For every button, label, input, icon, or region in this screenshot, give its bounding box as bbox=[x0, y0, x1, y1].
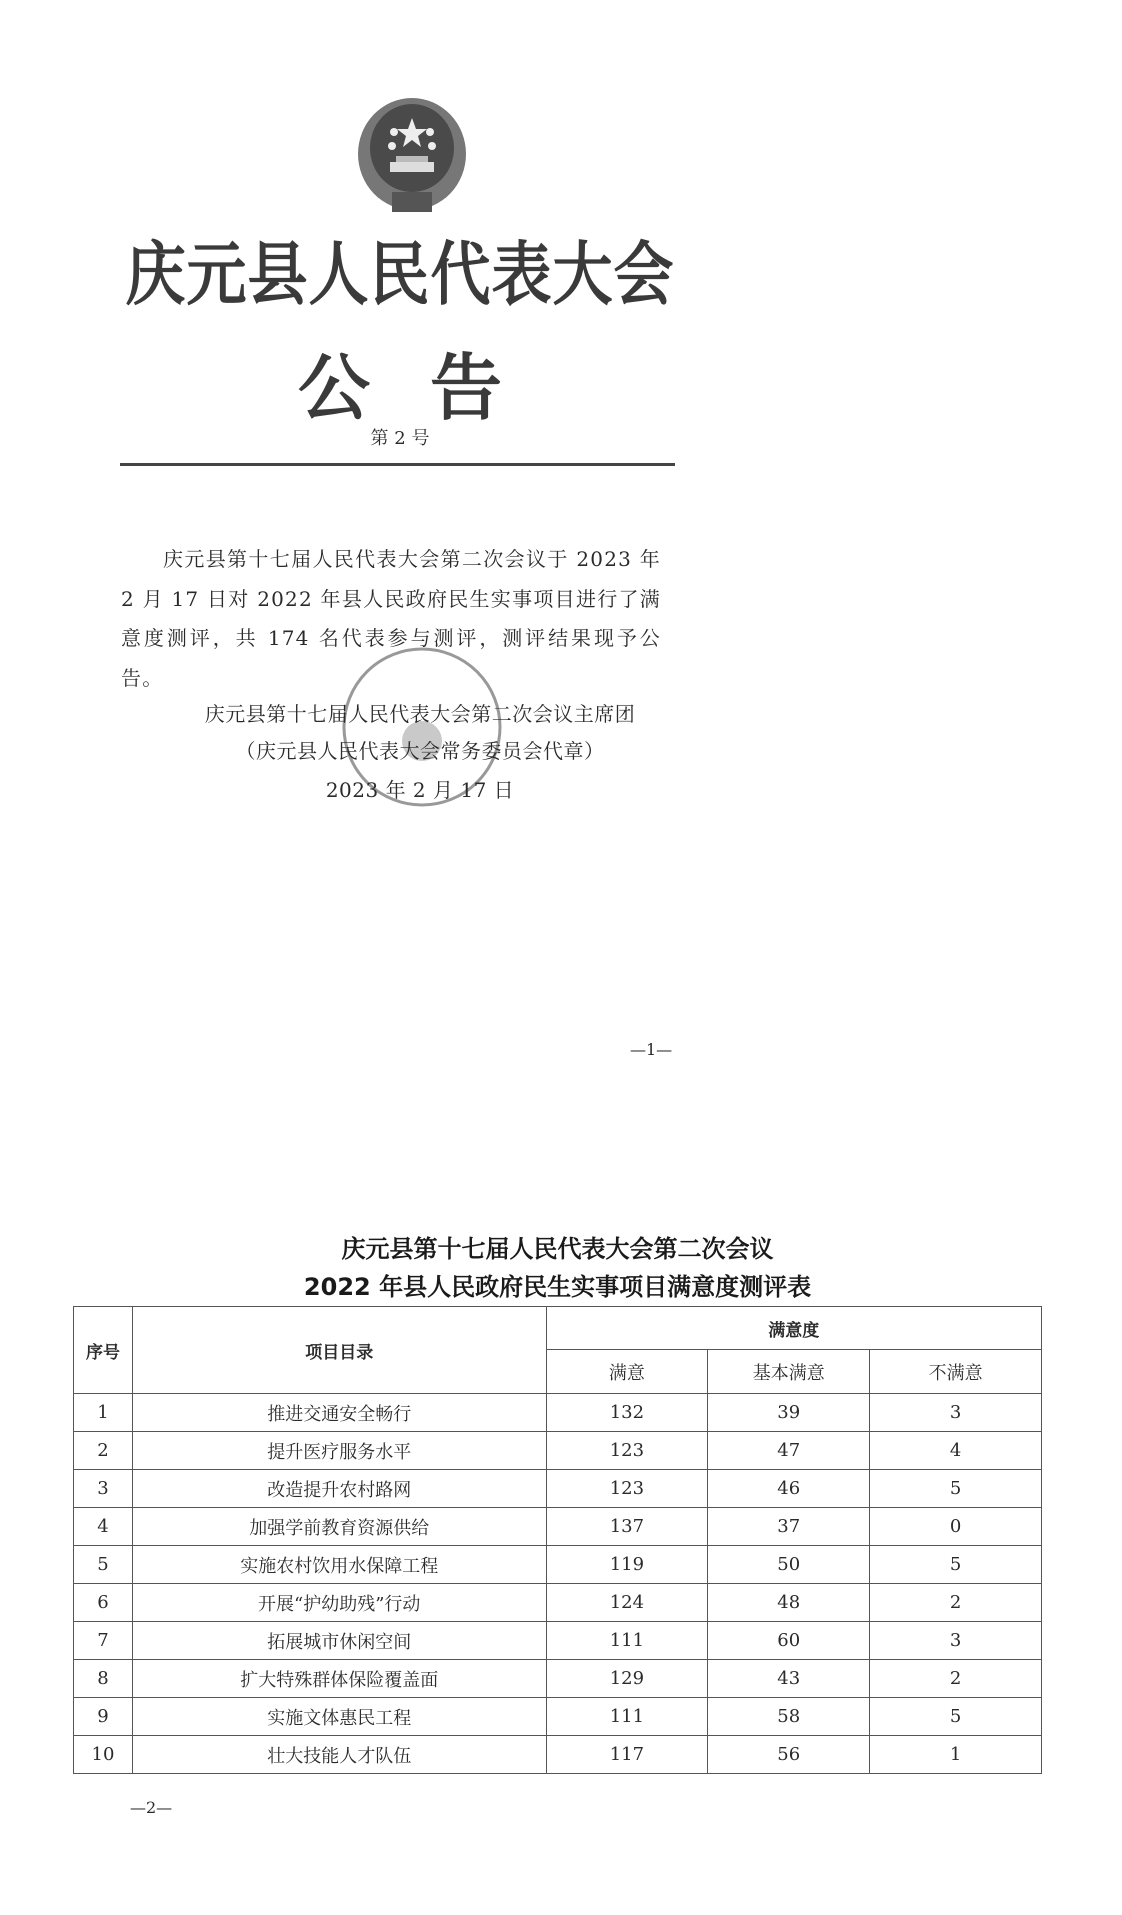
cell-no: 9 bbox=[74, 1698, 133, 1736]
header-item: 项目目录 bbox=[132, 1307, 546, 1394]
cell-no: 5 bbox=[74, 1546, 133, 1584]
cell-satisfied: 137 bbox=[546, 1508, 708, 1546]
cell-unsatisfied: 3 bbox=[870, 1394, 1042, 1432]
cell-no: 2 bbox=[74, 1432, 133, 1470]
cell-item: 实施文体惠民工程 bbox=[132, 1698, 546, 1736]
cell-satisfied: 129 bbox=[546, 1660, 708, 1698]
table-row bbox=[74, 1432, 1042, 1470]
cell-basic: 50 bbox=[708, 1546, 870, 1584]
cell-no: 1 bbox=[74, 1394, 133, 1432]
header-index: 序号 bbox=[74, 1307, 133, 1394]
page-number: —1— bbox=[630, 1040, 673, 1059]
cell-item: 壮大技能人才队伍 bbox=[132, 1736, 546, 1774]
table-row bbox=[74, 1394, 1042, 1432]
cell-unsatisfied: 2 bbox=[870, 1660, 1042, 1698]
table-row bbox=[74, 1508, 1042, 1546]
cell-unsatisfied: 5 bbox=[870, 1698, 1042, 1736]
cell-item: 改造提升农村路网 bbox=[132, 1470, 546, 1508]
notice-title: 公告 bbox=[297, 345, 562, 430]
cell-satisfied: 123 bbox=[546, 1432, 708, 1470]
header-satisfaction: 满意度 bbox=[546, 1307, 1042, 1350]
cell-no: 10 bbox=[74, 1736, 133, 1774]
cell-no: 8 bbox=[74, 1660, 133, 1698]
cell-basic: 43 bbox=[708, 1660, 870, 1698]
cell-unsatisfied: 3 bbox=[870, 1622, 1042, 1660]
table-row bbox=[74, 1622, 1042, 1660]
cell-basic: 39 bbox=[708, 1394, 870, 1432]
header-satisfied: 满意 bbox=[546, 1350, 708, 1394]
cell-no: 4 bbox=[74, 1508, 133, 1546]
notice-body: 庆元县第十七届人民代表大会第二次会议于 2023 年 2 月 17 日对 2022 年县人民政府民生实事项目进行了满意度测评，共 174 名代表参与测评，测评结果现予公告。 bbox=[121, 547, 661, 690]
table-row bbox=[74, 1736, 1042, 1774]
cell-basic: 46 bbox=[708, 1470, 870, 1508]
table-row bbox=[74, 1546, 1042, 1584]
organization-title: 庆元县人民代表大会 bbox=[125, 234, 675, 315]
table-row bbox=[74, 1698, 1042, 1736]
cell-satisfied: 111 bbox=[546, 1622, 708, 1660]
cell-item: 扩大特殊群体保险覆盖面 bbox=[132, 1660, 546, 1698]
cell-basic: 48 bbox=[708, 1584, 870, 1622]
cell-satisfied: 117 bbox=[546, 1736, 708, 1774]
cell-basic: 56 bbox=[708, 1736, 870, 1774]
cell-item: 开展“护幼助残”行动 bbox=[132, 1584, 546, 1622]
cell-item: 加强学前教育资源供给 bbox=[132, 1508, 546, 1546]
signature-seal-note: （庆元县人民代表大会常务委员会代章） bbox=[235, 739, 605, 763]
cell-unsatisfied: 4 bbox=[870, 1432, 1042, 1470]
table-row bbox=[74, 1660, 1042, 1698]
cell-item: 拓展城市休闲空间 bbox=[132, 1622, 546, 1660]
cell-item: 提升医疗服务水平 bbox=[132, 1432, 546, 1470]
signature-issuer: 庆元县第十七届人民代表大会第二次会议主席团 bbox=[204, 702, 636, 726]
cell-no: 6 bbox=[74, 1584, 133, 1622]
cell-satisfied: 123 bbox=[546, 1470, 708, 1508]
header-divider bbox=[120, 463, 675, 466]
table-row bbox=[74, 1584, 1042, 1622]
cell-item: 推进交通安全畅行 bbox=[132, 1394, 546, 1432]
table-title-line1: 庆元县第十七届人民代表大会第二次会议 bbox=[341, 1235, 774, 1263]
cell-basic: 58 bbox=[708, 1698, 870, 1736]
header-unsatisfied: 不满意 bbox=[870, 1350, 1042, 1394]
signature-date: 2023 年 2 月 17 日 bbox=[325, 778, 515, 802]
cell-item: 实施农村饮用水保障工程 bbox=[132, 1546, 546, 1584]
cell-satisfied: 119 bbox=[546, 1546, 708, 1584]
cell-unsatisfied: 1 bbox=[870, 1736, 1042, 1774]
table-row bbox=[74, 1470, 1042, 1508]
cell-basic: 47 bbox=[708, 1432, 870, 1470]
cell-no: 7 bbox=[74, 1622, 133, 1660]
cell-no: 3 bbox=[74, 1470, 133, 1508]
cell-unsatisfied: 2 bbox=[870, 1584, 1042, 1622]
cell-basic: 37 bbox=[708, 1508, 870, 1546]
national-emblem-icon bbox=[352, 96, 472, 216]
cell-satisfied: 111 bbox=[546, 1698, 708, 1736]
cell-unsatisfied: 5 bbox=[870, 1546, 1042, 1584]
table-title bbox=[73, 1230, 1042, 1306]
cell-unsatisfied: 5 bbox=[870, 1470, 1042, 1508]
satisfaction-table bbox=[73, 1306, 1042, 1774]
cell-satisfied: 124 bbox=[546, 1584, 708, 1622]
cell-basic: 60 bbox=[708, 1622, 870, 1660]
notice-number: 第 2 号 bbox=[370, 428, 430, 449]
page-number: —2— bbox=[130, 1798, 173, 1817]
cell-unsatisfied: 0 bbox=[870, 1508, 1042, 1546]
header-basic: 基本满意 bbox=[708, 1350, 870, 1394]
table-title-line2: 2022 年县人民政府民生实事项目满意度测评表 bbox=[303, 1273, 812, 1301]
cell-satisfied: 132 bbox=[546, 1394, 708, 1432]
